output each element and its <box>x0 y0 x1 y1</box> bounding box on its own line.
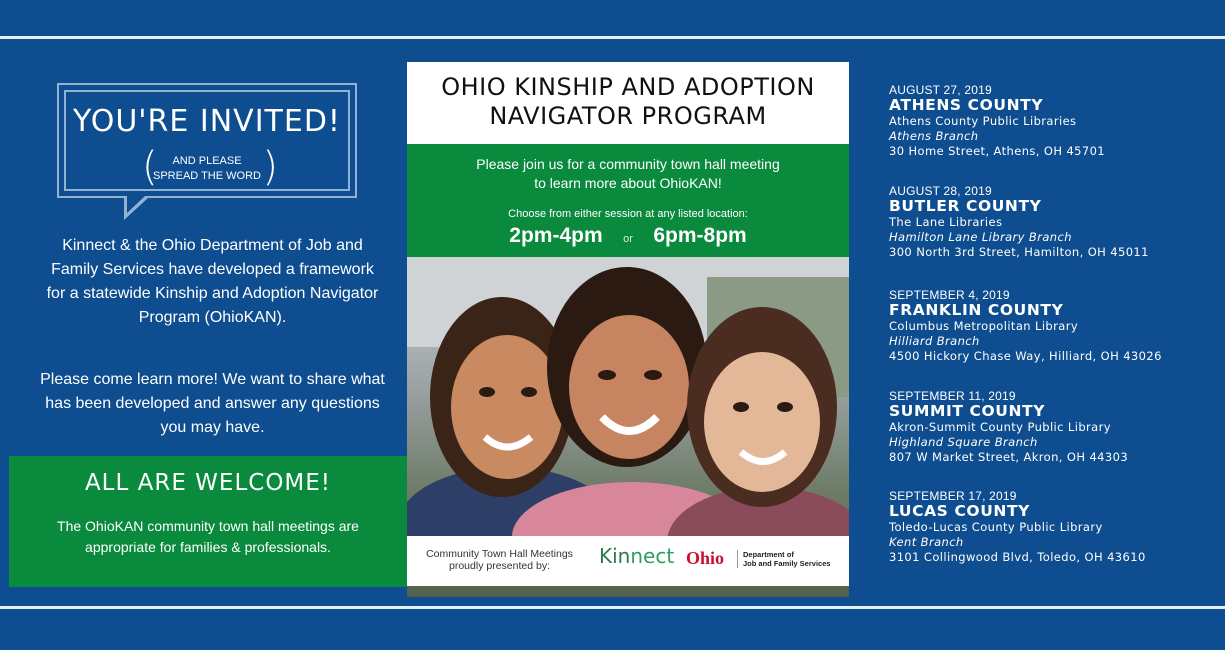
session-times <box>407 224 849 248</box>
bottom-divider <box>0 606 1225 609</box>
flyer-title: OHIO KINSHIP AND ADOPTION NAVIGATOR PROGRAM <box>441 73 815 130</box>
session-address: 30 Home Street, Athens, OH 45701 <box>889 144 1106 158</box>
session-library: Athens County Public Libraries <box>889 114 1077 128</box>
welcome-panel <box>9 456 407 587</box>
session-branch: Hilliard Branch <box>889 334 980 348</box>
session-library: Akron-Summit County Public Library <box>889 420 1111 434</box>
session-date: SEPTEMBER 11, 2019 <box>889 389 1016 403</box>
presenters-strip <box>407 536 849 586</box>
session-date: AUGUST 28, 2019 <box>889 184 992 198</box>
intro-paragraph-2: Please come learn more! We want to share what has been developed and answer any questions you may have. <box>40 371 385 436</box>
invited-sign <box>57 83 357 198</box>
session-summit <box>889 389 1209 465</box>
session-date: AUGUST 27, 2019 <box>889 83 992 97</box>
session-address: 3101 Collingwood Blvd, Toledo, OH 43610 <box>889 550 1146 564</box>
session-butler <box>889 184 1209 260</box>
session-address: 4500 Hickory Chase Way, Hilliard, OH 43026 <box>889 349 1162 363</box>
session-county: LUCAS COUNTY <box>889 502 1030 520</box>
session-county: ATHENS COUNTY <box>889 96 1044 114</box>
session-address: 807 W Market Street, Akron, OH 44303 <box>889 450 1129 464</box>
session-county: SUMMIT COUNTY <box>889 402 1046 420</box>
odjfs-logo-text: Department of Job and Family Services <box>737 550 831 568</box>
welcome-title: ALL ARE WELCOME! <box>84 470 332 496</box>
kinnect-logo: Kinnect <box>599 544 675 568</box>
ohio-logo: Ohio <box>686 548 725 568</box>
session-info-band <box>407 144 849 257</box>
session-branch: Athens Branch <box>889 129 979 143</box>
afternoon-time: 2pm-4pm <box>509 224 603 247</box>
session-date: SEPTEMBER 4, 2019 <box>889 288 1010 302</box>
session-county: BUTLER COUNTY <box>889 197 1042 215</box>
session-library: Columbus Metropolitan Library <box>889 319 1079 333</box>
session-library: Toledo-Lucas County Public Library <box>889 520 1103 534</box>
right-parenthesis-icon: ) <box>262 144 278 190</box>
session-branch: Kent Branch <box>889 535 964 549</box>
session-branch: Highland Square Branch <box>889 435 1038 449</box>
session-library: The Lane Libraries <box>889 215 1003 229</box>
left-parenthesis-icon: ( <box>142 144 158 190</box>
program-flyer <box>407 62 849 586</box>
join-text: Please join us for a community town hall meeting to learn more about OhioKAN! <box>476 156 780 191</box>
session-county: FRANKLIN COUNTY <box>889 301 1064 319</box>
session-address: 300 North 3rd Street, Hamilton, OH 45011 <box>889 245 1149 259</box>
invited-title: YOU'RE INVITED! <box>73 104 341 139</box>
evening-time: 6pm-8pm <box>653 224 747 247</box>
choose-session-text: Choose from either session at any listed location: <box>508 208 748 220</box>
session-athens <box>889 83 1209 159</box>
spread-word-text: AND PLEASE SPREAD THE WORD <box>153 155 261 182</box>
presenters-text: Community Town Hall Meetings proudly presented by: <box>426 548 573 572</box>
children-illustration <box>407 257 849 537</box>
intro-paragraph-1: Kinnect & the Ohio Department of Job and Family Services have developed a framework for a statewide Kinship and Adoption Navigator Program (OhioKAN). <box>46 237 379 326</box>
session-branch: Hamilton Lane Library Branch <box>889 230 1072 244</box>
or-text: or <box>623 233 633 245</box>
session-lucas <box>889 489 1209 565</box>
welcome-text: The OhioKAN community town hall meetings are appropriate for families & professionals. <box>57 518 359 555</box>
session-franklin <box>889 288 1209 364</box>
top-divider <box>0 36 1225 39</box>
session-date: SEPTEMBER 17, 2019 <box>889 489 1017 503</box>
